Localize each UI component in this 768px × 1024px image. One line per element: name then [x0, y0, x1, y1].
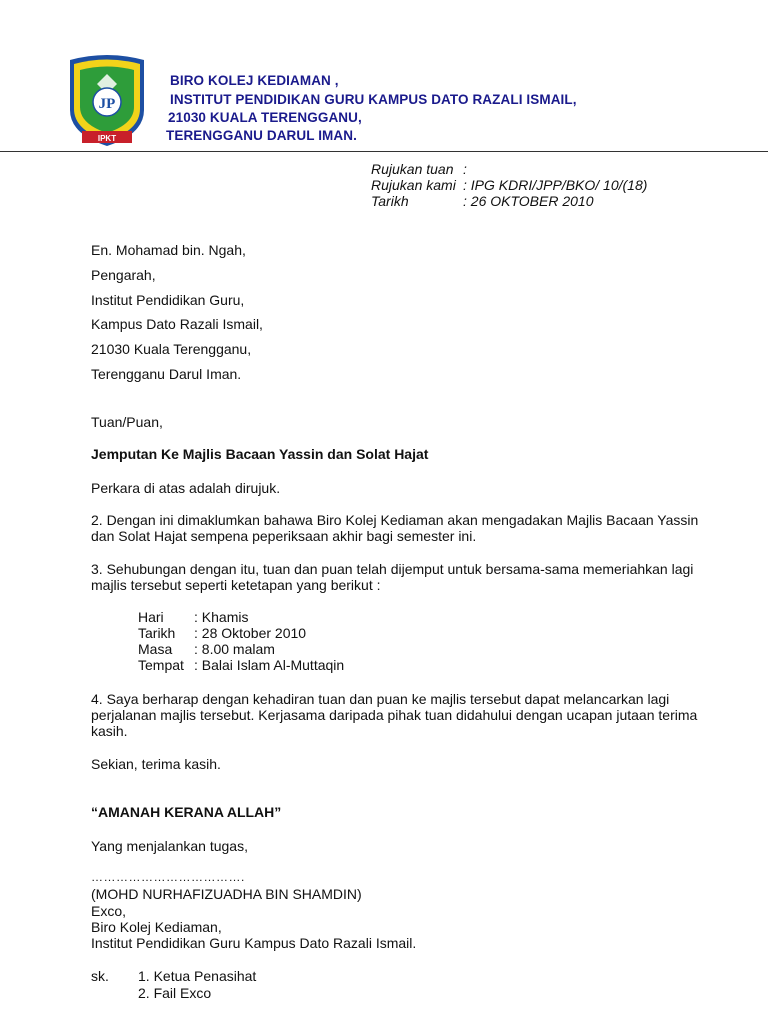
header-divider [0, 151, 768, 152]
ref-rujukan-tuan [371, 161, 467, 177]
cc-item-1: 1. Ketua Penasihat [138, 968, 257, 984]
sign-off: Yang menjalankan tugas, [91, 838, 248, 854]
recipient-line: 21030 Kuala Terengganu, [91, 341, 252, 357]
logo-caption: IPKT [97, 134, 117, 143]
detail-tarikh-value: : 28 Oktober 2010 [194, 625, 307, 641]
paragraph-1: Perkara di atas adalah dirujuk. [91, 480, 281, 496]
recipient-line: Terengganu Darul Iman. [91, 366, 242, 382]
cc-item-2: 2. Fail Exco [138, 985, 212, 1001]
ref-tarikh-label: Tarikh [371, 193, 409, 209]
ref-rujukan-tuan-label: Rujukan tuan [371, 161, 454, 177]
letterhead-line-3: 21030 KUALA TERENGGANU, [168, 110, 362, 125]
detail-hari-label: Hari [138, 609, 164, 625]
detail-tarikh [138, 625, 306, 641]
signatory-unit: Biro Kolej Kediaman, [91, 919, 222, 935]
ref-rujukan-kami-value: : IPG KDRI/JPP/BKO/ 10/(18) [463, 177, 648, 193]
detail-hari [138, 609, 248, 625]
motto: “AMANAH KERANA ALLAH” [91, 804, 282, 820]
detail-tarikh-label: Tarikh [138, 625, 176, 641]
subject-heading: Jemputan Ke Majlis Bacaan Yassin dan Solat Hajat [91, 446, 429, 462]
institution-logo [62, 52, 152, 148]
cc-row-2 [91, 985, 211, 1001]
paragraph-3: 3. Sehubungan dengan itu, tuan dan puan telah dijemput untuk bersama-sama memeriahkan lagi majlis tersebut seperti ketetapan yang berikut : [91, 561, 694, 593]
letterhead-line-4: TERENGGANU DARUL IMAN. [166, 128, 357, 143]
recipient-line: En. Mohamad bin. Ngah, [91, 242, 246, 258]
logo-monogram: JP [98, 96, 116, 112]
cc-label: sk. [91, 968, 109, 984]
ref-rujukan-kami [371, 177, 647, 193]
paragraph-4: 4. Saya berharap dengan kehadiran tuan dan puan ke majlis tersebut dapat melancarkan lagi perjalanan majlis tersebut. Kerjasama daripada pihak tuan didahului dengan ucapan jutaan terima kasih. [91, 691, 698, 739]
detail-tempat-value: : Balai Islam Al-Muttaqin [194, 657, 345, 673]
ref-tarikh-value: : 26 OKTOBER 2010 [463, 193, 594, 209]
detail-tempat-label: Tempat [138, 657, 184, 673]
signatory-name: (MOHD NURHAFIZUADHA BIN SHAMDIN) [91, 886, 362, 902]
detail-hari-value: : Khamis [194, 609, 249, 625]
detail-masa-label: Masa [138, 641, 173, 657]
detail-masa [138, 641, 275, 657]
letterhead-line-2: INSTITUT PENDIDIKAN GURU KAMPUS DATO RAZALI ISMAIL, [170, 92, 577, 107]
letterhead-line-1: BIRO KOLEJ KEDIAMAN , [170, 73, 339, 88]
signatory-title: Exco, [91, 903, 127, 919]
paragraph-2: 2. Dengan ini dimaklumkan bahawa Biro Kolej Kediaman akan mengadakan Majlis Bacaan Yassin dan Solat Hajat sempena peperiksaan akhir bagi semester ini. [91, 512, 699, 544]
ref-rujukan-kami-label: Rujukan kami [371, 177, 456, 193]
ref-rujukan-tuan-value: : [463, 161, 467, 177]
signatory-org: Institut Pendidikan Guru Kampus Dato Razali Ismail. [91, 935, 417, 951]
cc-row-1 [91, 968, 256, 984]
detail-tempat [138, 657, 344, 673]
ref-tarikh [371, 193, 593, 209]
detail-masa-value: : 8.00 malam [194, 641, 275, 657]
salutation: Tuan/Puan, [91, 414, 163, 430]
closing: Sekian, terima kasih. [91, 756, 221, 772]
recipient-line: Kampus Dato Razali Ismail, [91, 316, 263, 332]
signature-line: ………………………………. [91, 870, 245, 884]
recipient-line: Pengarah, [91, 267, 156, 283]
recipient-line: Institut Pendidikan Guru, [91, 292, 245, 308]
shield-emblem-icon [62, 52, 152, 148]
